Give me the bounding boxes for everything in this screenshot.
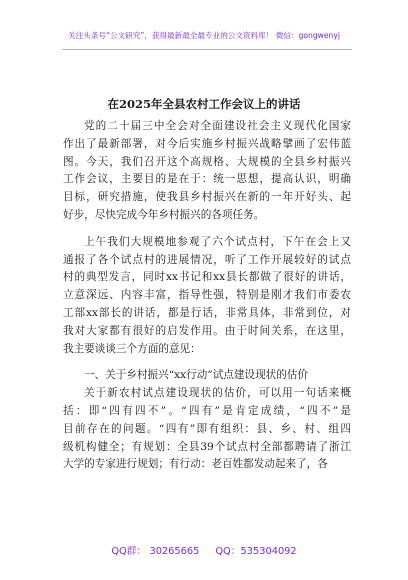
- text-line: 括：即“四有四不”。“四有”是肯定成绩，“四不”是: [63, 404, 351, 417]
- footer-qq-number: QQ：535304092: [215, 546, 297, 557]
- text-line: 党的二十届三中全会对全面建设社会主义现代化国家: [84, 120, 351, 132]
- header-divider: [62, 49, 352, 50]
- text-line: 我主要谈谈三个方面的意见：: [63, 342, 201, 355]
- document-body: [63, 118, 351, 474]
- header-note: 关注头条号“公文研究”，获得最新最全最专业的公文资料库！ 微信：gongwenyj: [68, 31, 340, 40]
- text-line: 上午我们大规模地参观了六个试点村，下午在会上又: [84, 235, 351, 248]
- text-line: 级机构健全；有规划：全县39个试点村全部都聘请了浙江: [63, 440, 351, 453]
- text-line: 作出了最新部署，对今后实施乡村振兴战略擘画了宏伟蓝: [63, 137, 351, 150]
- text-line: 目标，研究措施，使我县乡村振兴在新的一年开好头、起: [63, 191, 351, 204]
- footer-contact: [0, 543, 408, 557]
- paragraph-gap: [63, 358, 351, 367]
- text-line: 工作会议，主要目的是在于：统一思想，提高认识，明确: [63, 173, 351, 186]
- text-line: 一、关于乡村振兴“xx行动”试点建设现状的估价: [84, 369, 309, 382]
- text-line: 我对大家都有很好的启发作用。由于时间关系，在这里，: [63, 324, 351, 337]
- text-line: 关于新农村试点建设现状的估价，可以用一句话来概: [84, 387, 351, 400]
- footer-qq-group: QQ群： 30265665: [111, 546, 200, 557]
- text-line: 通报了各个试点村的进展情况，听了工作开展较好的试点: [63, 253, 351, 266]
- text-line: 村的典型发言，同时xx书记和xx县长都做了很好的讲话，: [63, 271, 351, 284]
- paragraph: [63, 385, 351, 474]
- paragraph: [63, 367, 351, 385]
- paragraph: [63, 118, 351, 225]
- text-line: 目前存在的问题。“四有”即有组织：县、乡、村、组四: [63, 422, 351, 435]
- document-title: 在2025年全县农村工作会议上的讲话: [107, 97, 301, 111]
- text-line: 好步，尽快完成今年乡村振兴的各项任务。: [63, 208, 265, 221]
- paragraph: [63, 234, 351, 359]
- text-line: 大学的专家进行规划；有行动：老百姓都发动起来了，各: [63, 458, 328, 471]
- paragraph-gap: [63, 225, 351, 234]
- text-line: 工部xx部长的讲话，都是行话，非常具体，非常到位，对: [63, 306, 351, 319]
- text-line: 图。今天，我们召开这个高规格、大规模的全县乡村振兴: [63, 155, 351, 168]
- text-line: 立意深远、内容丰富，指导性强，特别是刚才我们市委农: [63, 289, 351, 302]
